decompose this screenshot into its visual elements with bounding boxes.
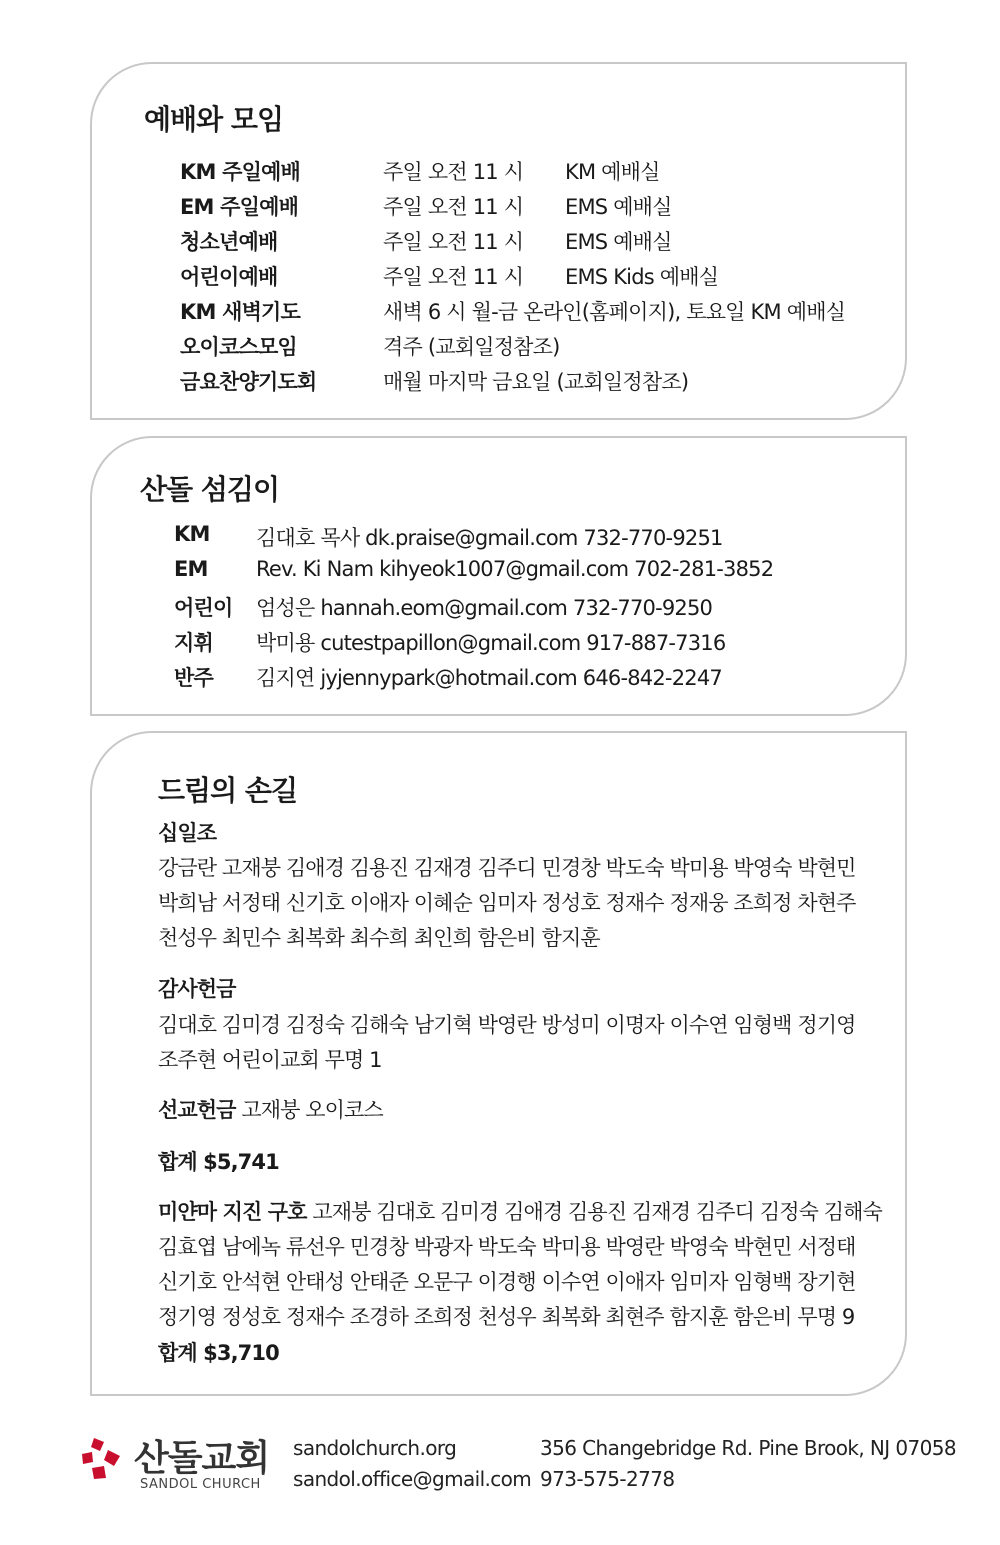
staff-info: 김대호 목사 dk.praise@gmail.com 732-770-9251 (256, 526, 723, 550)
phone: 973-575-2778 (540, 1467, 675, 1491)
myanmar-line: 신기호 안석현 안태성 안태준 오문구 이경행 이수연 이애자 임미자 임형백 장기현 (158, 1270, 856, 1294)
myanmar-line: 고재붕 김대호 김미경 김애경 김용진 김재경 김주디 김정숙 김해숙 (312, 1200, 882, 1224)
myanmar-row (158, 1196, 882, 1226)
staff-info: 김지연 jyjennypark@hotmail.com 646-842-2247 (256, 666, 722, 690)
service-detail: 새벽 6 시 월-금 온라인(홈페이지), 토요일 KM 예배실 (383, 300, 846, 324)
service-name: KM 새벽기도 (180, 300, 301, 324)
service-detail: 매월 마지막 금요일 (교회일정참조) (383, 370, 689, 394)
tithe-label: 십일조 (158, 821, 217, 845)
staff-role: KM (174, 522, 210, 546)
total-2: 합계 $3,710 (158, 1341, 279, 1365)
staff-role: 지휘 (174, 631, 213, 655)
service-name: KM 주일예배 (180, 160, 301, 184)
thanks-line: 조주현 어린이교회 무명 1 (158, 1048, 382, 1072)
staff-title: 산돌 섬김이 (140, 473, 279, 506)
service-time: 주일 오전 11 시 (383, 265, 524, 289)
total-1: 합계 $5,741 (158, 1150, 279, 1174)
myanmar-label: 미얀마 지진 구호 (158, 1200, 307, 1224)
service-name: 오이코스모임 (180, 335, 297, 359)
service-time: 주일 오전 11 시 (383, 195, 524, 219)
staff-role: 반주 (174, 666, 213, 690)
website-link[interactable]: sandolchurch.org (293, 1436, 457, 1460)
mission-text: 고재붕 오이코스 (241, 1098, 383, 1122)
myanmar-line: 정기영 정성호 정재수 조경하 조희정 천성우 최복화 최현주 함지훈 함은비 무명 9 (158, 1305, 855, 1329)
service-time: 주일 오전 11 시 (383, 160, 524, 184)
offering-section (90, 731, 907, 1396)
staff-info: 박미용 cutestpapillon@gmail.com 917-887-7316 (256, 631, 726, 655)
mission-label: 선교헌금 (158, 1098, 236, 1122)
service-place: KM 예배실 (565, 160, 660, 184)
service-time: 주일 오전 11 시 (383, 230, 524, 254)
church-name-en: SANDOL CHURCH (140, 1477, 261, 1492)
tithe-line: 천성우 최민수 최복화 최수희 최인희 함은비 함지훈 (158, 926, 600, 950)
address: 356 Changebridge Rd. Pine Brook, NJ 07058 (540, 1436, 956, 1460)
footer (0, 1420, 1000, 1530)
mission-row (158, 1094, 383, 1124)
thanks-label: 감사헌금 (158, 977, 236, 1001)
service-place: EMS 예배실 (565, 195, 672, 219)
church-name-ko: 산돌교회 (134, 1438, 270, 1479)
tithe-line: 박희남 서정태 신기호 이애자 이혜순 임미자 정성호 정재수 정재웅 조희정 차현주 (158, 891, 856, 915)
staff-section (90, 436, 907, 716)
church-logo-icon (80, 1436, 124, 1480)
staff-info: Rev. Ki Nam kihyeok1007@gmail.com 702-281-3852 (256, 557, 774, 581)
staff-role: 어린이 (174, 596, 233, 620)
service-detail: 격주 (교회일정참조) (383, 335, 560, 359)
email-link[interactable]: sandol.office@gmail.com (293, 1467, 532, 1491)
service-name: 금요찬양기도회 (180, 370, 317, 394)
worship-title: 예배와 모임 (144, 103, 283, 136)
service-place: EMS Kids 예배실 (565, 265, 719, 289)
worship-section (90, 62, 907, 420)
thanks-line: 김대호 김미경 김정숙 김해숙 남기혁 박영란 방성미 이명자 이수연 임형백 정기영 (158, 1013, 856, 1037)
service-name: EM 주일예배 (180, 195, 299, 219)
staff-role: EM (174, 557, 208, 581)
service-place: EMS 예배실 (565, 230, 672, 254)
staff-info: 엄성은 hannah.eom@gmail.com 732-770-9250 (256, 596, 713, 620)
service-name: 어린이예배 (180, 265, 278, 289)
service-name: 청소년예배 (180, 230, 278, 254)
myanmar-line: 김효엽 남에녹 류선우 민경창 박광자 박도숙 박미용 박영란 박영숙 박현민 서정태 (158, 1235, 856, 1259)
offering-title: 드림의 손길 (158, 774, 297, 807)
tithe-line: 강금란 고재붕 김애경 김용진 김재경 김주디 민경창 박도숙 박미용 박영숙 박현민 (158, 856, 856, 880)
